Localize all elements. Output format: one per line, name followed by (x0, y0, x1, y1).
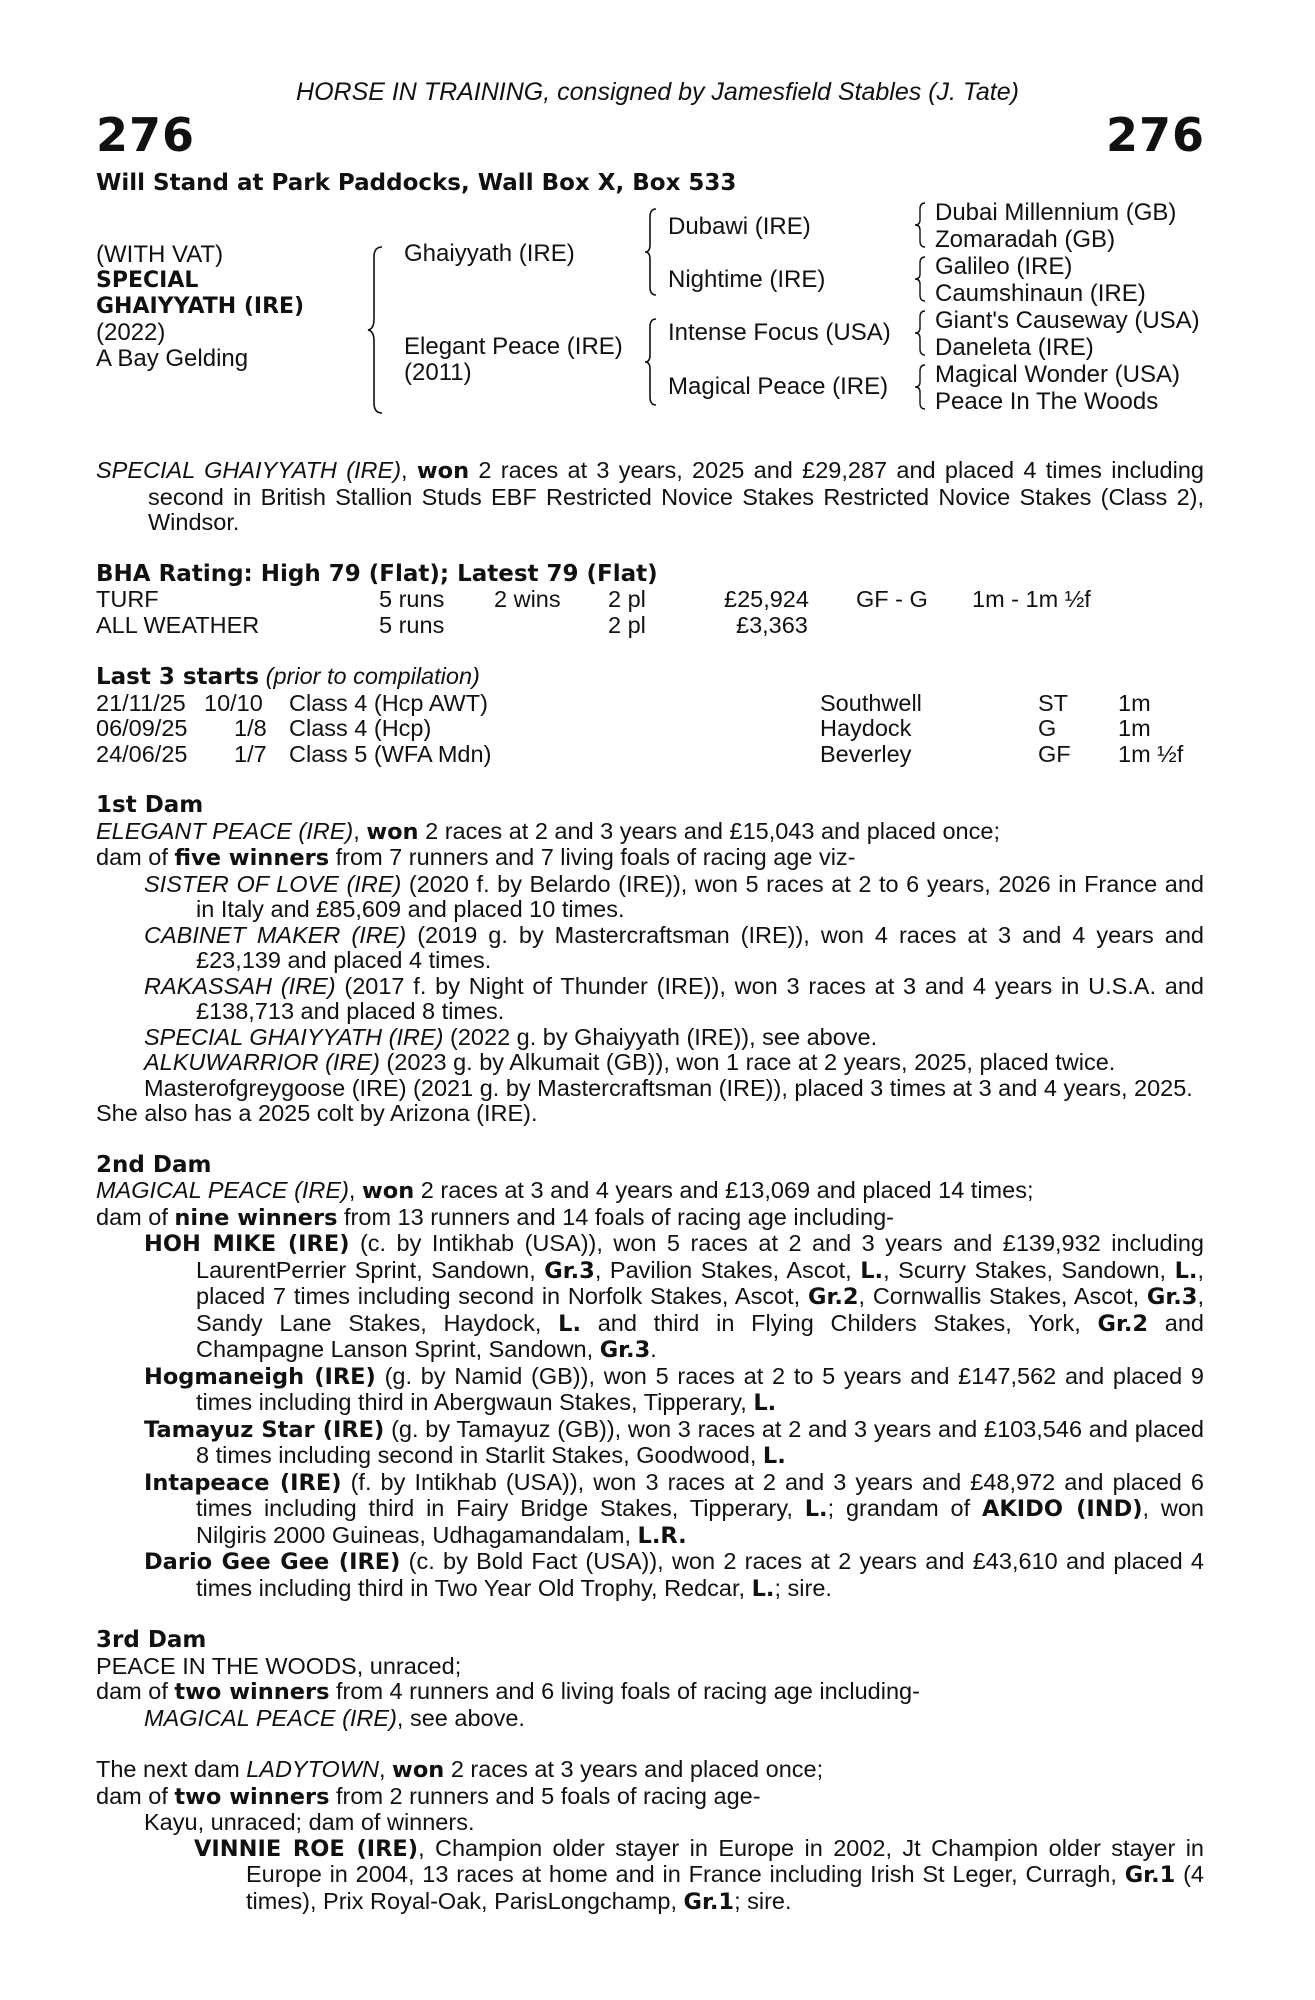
dam-dam: Magical Peace (IRE) (668, 373, 889, 400)
second-dam-line: MAGICAL PEACE (IRE), won 2 races at 3 and 4 years and £13,069 and placed 14 times; (96, 1177, 1034, 1204)
vat-label: (WITH VAT) (96, 241, 224, 268)
pedigree-table (96, 199, 1226, 420)
rating-row-all-weather: ALL WEATHER 5 runs 2 pl £3,363 (96, 611, 808, 638)
consignor-line: HORSE IN TRAINING, consigned by Jamesfield Stables (J. Tate) (296, 78, 1019, 106)
sire-sire: Dubawi (IRE) (668, 213, 811, 240)
gen3-4: Caumshinaun (IRE) (935, 280, 1146, 307)
gen3-2: Zomaradah (GB) (935, 226, 1116, 253)
first-dam-produce: dam of five winners from 7 runners and 7 living foals of racing age viz- (96, 844, 856, 871)
gen3-8: Peace In The Woods (935, 388, 1159, 415)
list-item: SPECIAL GHAIYYATH (IRE) (2022 g. by Ghaiyyath (IRE)), see above. (144, 1023, 878, 1050)
list-item: Intapeace (IRE) (f. by Intikhab (USA)), won 3 races at 2 and 3 years and £48,972 and placed 6 times including third in Fairy Bridge Stakes, Tipperary, L.; grandam of AKIDO (IND), won Nilgiris 2000 Guineas, Udhagamandalam, L.R. (144, 1468, 1204, 1549)
race-summary: SPECIAL GHAIYYATH (IRE), won 2 races at 3 years, 2025 and £29,287 and placed 4 times including second in British Stallion Studs EBF Restricted Novice Stakes Restricted Novice Stakes (Class 2), Windsor. (96, 457, 1204, 535)
last-start-row: 24/06/25 1/7 Class 5 (WFA Mdn) Beverley GF 1m ½f (96, 740, 1184, 767)
next-dam-produce: dam of two winners from 2 runners and 5 foals of racing age- (96, 1782, 761, 1810)
list-item: MAGICAL PEACE (IRE), see above. (144, 1704, 525, 1731)
next-dam-line: The next dam LADYTOWN, won 2 races at 3 years and placed once; (96, 1756, 824, 1783)
brace-1 (366, 245, 386, 415)
lot-number-left: 276 (96, 108, 196, 162)
list-item: CABINET MAKER (IRE) (2019 g. by Mastercraftsman (IRE)), won 4 races at 3 and 4 years and £23,139 and placed 4 times. (144, 921, 1204, 973)
third-dam-produce: dam of two winners from 4 runners and 6 living foals of racing age including- (96, 1678, 920, 1705)
gen3-6: Daneleta (IRE) (935, 334, 1094, 361)
list-item: VINNIE ROE (IRE), Champion older stayer in Europe in 2002, Jt Champion older stayer in Europe in 2004, 13 races at home and in France including Irish St Leger, Curragh, Gr.1 (4 times), Prix Royal-Oak, ParisLongchamp, Gr.1; sire. (194, 1834, 1205, 1915)
last-start-row: 21/11/25 10/10 Class 4 (Hcp AWT) Southwell ST 1m (96, 689, 1151, 716)
horse-name-line2: GHAIYYATH (IRE) (96, 294, 305, 319)
stand-location: Will Stand at Park Paddocks, Wall Box X, Box 533 (96, 170, 737, 196)
horse-year: (2022) (96, 319, 166, 346)
last-starts-title: Last 3 starts (prior to compilation) (96, 663, 480, 690)
dam-sire: Intense Focus (USA) (668, 319, 891, 346)
gen3-7: Magical Wonder (USA) (935, 361, 1180, 388)
catalogue-body (96, 458, 1204, 1915)
gen3-1: Dubai Millennium (GB) (935, 199, 1177, 226)
second-dam-produce: dam of nine winners from 13 runners and 14 foals of racing age including- (96, 1203, 894, 1231)
third-dam-title: 3rd Dam (96, 1627, 207, 1653)
lot-number-right: 276 (1105, 108, 1205, 162)
brace-gen3 (914, 201, 928, 421)
list-item: Masterofgreygoose (IRE) (2021 g. by Mastercraftsman (IRE)), placed 3 times at 3 and 4 years, 2025. (144, 1074, 1193, 1101)
list-item: RAKASSAH (IRE) (2017 f. by Night of Thunder (IRE)), won 3 races at 3 and 4 years in U.S.A. and £138,713 and placed 8 times. (144, 972, 1204, 1024)
dam: Elegant Peace (IRE) (404, 333, 623, 360)
last-start-row: 06/09/25 1/8 Class 4 (Hcp) Haydock G 1m (96, 715, 1151, 741)
sire: Ghaiyyath (IRE) (404, 240, 575, 267)
horse-name-line1: SPECIAL (96, 268, 199, 293)
third-dam-line: PEACE IN THE WOODS, unraced; (96, 1652, 462, 1679)
first-dam-line: ELEGANT PEACE (IRE), won 2 races at 2 and 3 years and £15,043 and placed once; (96, 817, 1000, 845)
list-item: Tamayuz Star (IRE) (g. by Tamayuz (GB)), won 3 races at 2 and 3 years and £103,546 and placed 8 times including second in Starlit Stakes, Goodwood, L. (144, 1415, 1204, 1469)
sire-dam: Nightime (IRE) (668, 266, 826, 293)
brace-3 (644, 317, 660, 407)
list-item: Hogmaneigh (IRE) (g. by Namid (GB)), won 5 races at 2 to 5 years and £147,562 and placed 9 times including third in Abergwaun Stakes, Tipperary, L. (144, 1362, 1204, 1416)
list-item: HOH MIKE (IRE) (c. by Intikhab (USA)), won 5 races at 2 and 3 years and £139,932 including LaurentPerrier Sprint, Sandown, Gr.3, Pavilion Stakes, Ascot, L., Scurry Stakes, Sandown, L., placed 7 times including second in Norfolk Stakes, Ascot, Gr.2, Cornwallis Stakes, Ascot, Gr.3, Sandy Lane Stakes, Haydock, L. and third in Flying Childers Stakes, York, Gr.2 and Champagne Lanson Sprint, Sandown, Gr.3. (144, 1230, 1205, 1363)
first-dam-title: 1st Dam (96, 792, 204, 818)
bha-rating-title: BHA Rating: High 79 (Flat); Latest 79 (Flat) (96, 560, 658, 587)
rating-row-turf: TURF 5 runs 2 wins 2 pl £25,924 GF - G 1m - 1m ½f (96, 586, 1091, 612)
second-dam-title: 2nd Dam (96, 1151, 212, 1178)
gen3-5: Giant's Causeway (USA) (935, 307, 1200, 334)
dam-year: (2011) (404, 359, 472, 386)
list-item: ALKUWARRIOR (IRE) (2023 g. by Alkumait (GB)), won 1 race at 2 years, 2025, placed twice. (144, 1049, 1116, 1075)
list-item: Dario Gee Gee (IRE) (c. by Bold Fact (USA)), won 2 races at 2 years and £43,610 and placed 4 times including third in Two Year Old Trophy, Redcar, L.; sire. (144, 1548, 1204, 1602)
gen3-3: Galileo (IRE) (935, 253, 1073, 280)
list-item: SISTER OF LOVE (IRE) (2020 f. by Belardo (IRE)), won 5 races at 2 to 6 years, 2026 in France and in Italy and £85,609 and placed 10 times. (144, 870, 1204, 922)
horse-description: A Bay Gelding (96, 345, 249, 372)
brace-2 (644, 207, 660, 297)
list-item: Kayu, unraced; dam of winners. (144, 1809, 475, 1835)
first-dam-also: She also has a 2025 colt by Arizona (IRE). (96, 1100, 538, 1126)
